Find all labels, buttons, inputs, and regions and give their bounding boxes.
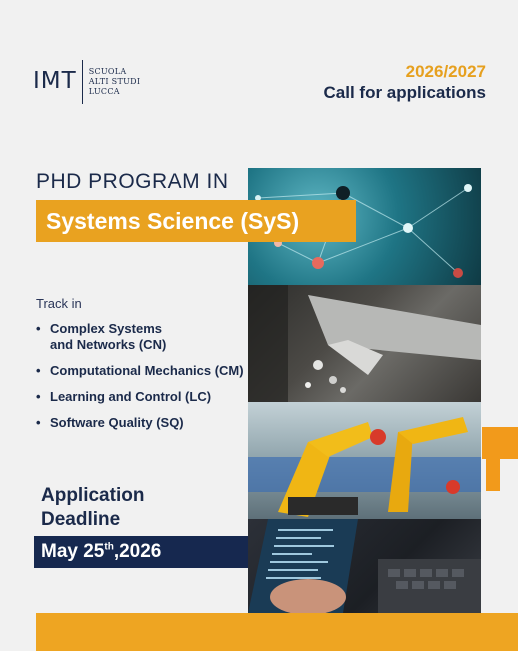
logo-line-2: ALTI STUDI [88,77,141,86]
logo-text [83,67,141,97]
call-for-applications: Call for applications [323,83,486,102]
track-item [36,389,244,405]
logo-line-3: LUCCA [88,87,120,96]
orange-accent-square [482,427,518,459]
deadline-date [34,536,248,568]
track-label: Learning and Control (LC) [50,389,212,404]
track-heading: Track in [36,296,82,311]
deadline-line-2: Deadline [41,509,121,530]
bullet-icon: • [36,389,41,404]
machining-illustration [248,285,481,402]
program-name-banner: Systems Science (SyS) [36,200,356,242]
bottom-gold-bar [36,613,518,651]
track-item [36,363,244,379]
track-item [36,321,244,353]
logo-line-1: SCUOLA [88,67,127,76]
academic-year: 2026/2027 [405,62,486,81]
phone-illustration [248,519,481,613]
date-ordinal: th [104,541,114,553]
bullet-icon: • [36,363,41,378]
track-list [36,321,244,441]
track-label: Software Quality (SQ) [50,415,184,430]
phone-coding-image [248,519,481,613]
imt-logo [33,60,140,104]
track-item [36,415,244,431]
logo-mark: IMT [33,60,83,104]
machining-image [248,285,481,402]
orange-accent-bar [486,459,500,491]
deadline-line-1: Application [41,485,145,506]
date-year: ,2026 [113,541,162,562]
robot-illustration [248,402,481,519]
bullet-icon: • [36,415,41,430]
program-prefix: PHD PROGRAM IN [36,170,229,193]
track-label: Computational Mechanics (CM) [50,363,244,378]
robot-arms-image [248,402,481,519]
track-label-line2: and Networks (CN) [50,337,167,352]
bullet-icon: • [36,321,41,336]
track-label-line1: Complex Systems [50,321,162,336]
date-main: May 25 [41,541,105,562]
deadline-heading [41,484,144,532]
